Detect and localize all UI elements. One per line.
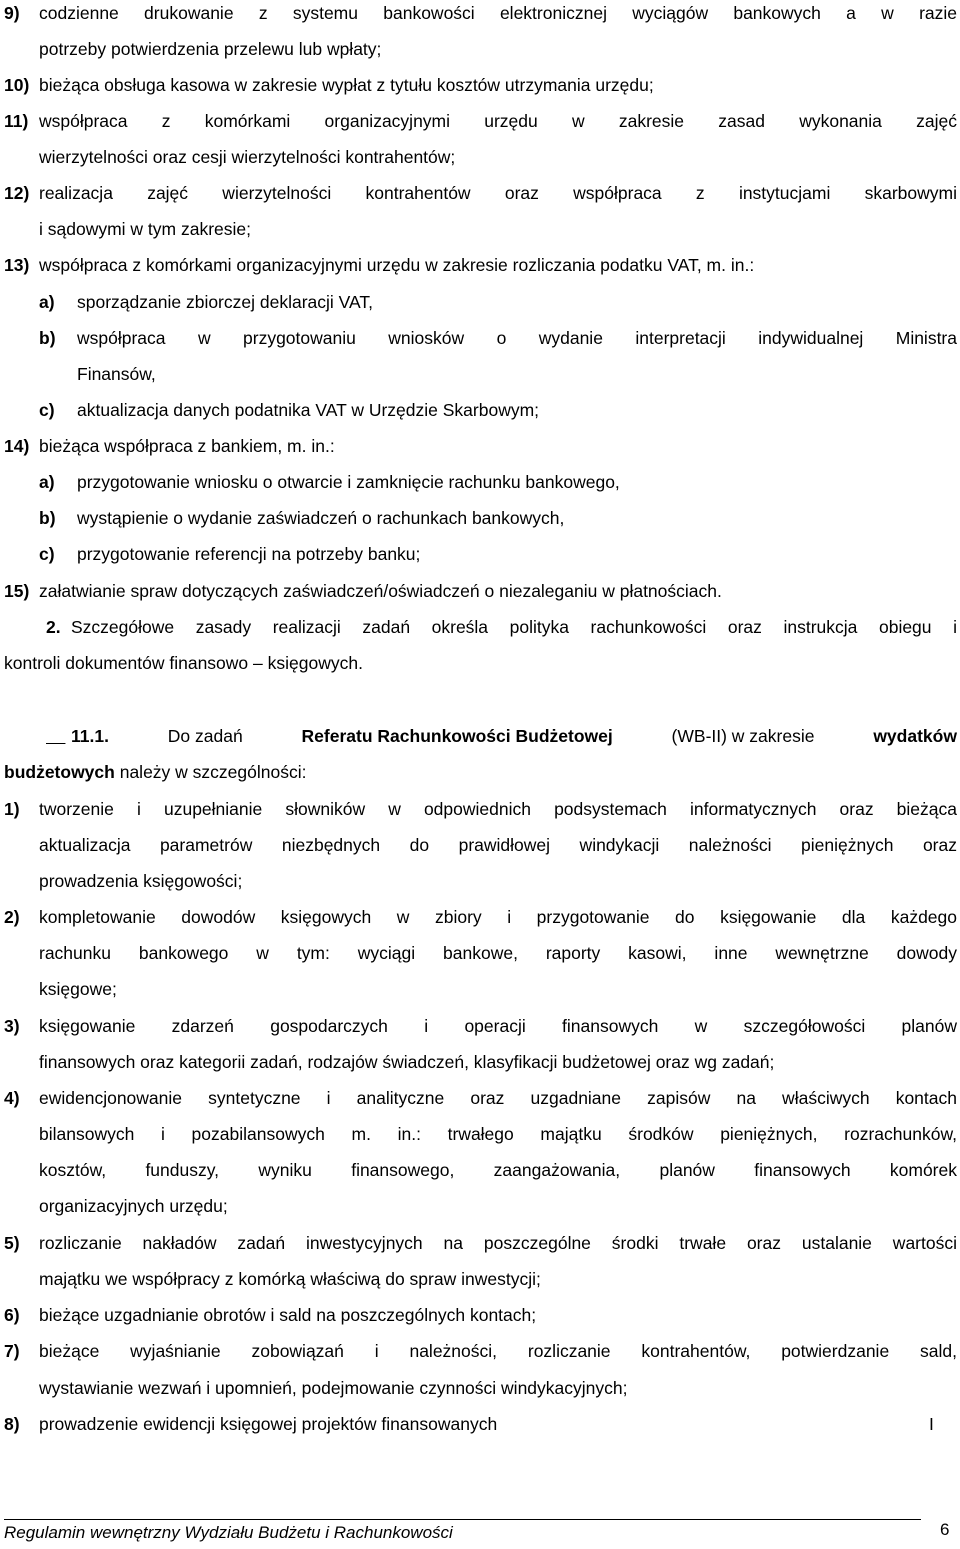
item-text: księgowe; — [39, 979, 117, 999]
item-text-trailing: I — [929, 1414, 934, 1434]
item-text: organizacyjnych urzędu; — [39, 1196, 228, 1216]
page-number: 6 — [940, 1520, 950, 1539]
item-text: rachunku bankowego w tym: wyciągi bankowe, raporty kasowi, inne wewnętrzne dowody — [39, 943, 957, 963]
sub-item-text: wystąpienie o wydanie zaświadczeń o rachunkach bankowych, — [77, 508, 565, 528]
item-text: współpraca z komórkami organizacyjnymi urzędu w zakresie rozliczania podatku VAT, m. in.: — [39, 255, 755, 275]
sub-item-letter: c) — [39, 400, 55, 420]
item-text: bieżące wyjaśnianie zobowiązań i należności, rozliczanie kontrahentów, potwierdzanie sald, — [39, 1341, 957, 1361]
section-text-mid: (WB-II) w zakresie — [671, 726, 815, 746]
item-text: i sądowymi w tym zakresie; — [39, 219, 251, 239]
item-text: realizacja zajęć wierzytelności kontrahentów oraz współpraca z instytucjami skarbowymi — [39, 183, 957, 203]
item-number: 2) — [4, 907, 20, 927]
section-bold-word-2: budżetowych — [4, 762, 115, 782]
item-number: 8) — [4, 1414, 20, 1434]
item-text: rozliczanie nakładów zadań inwestycyjnych na poszczególne środki trwałe oraz ustalanie wartości — [39, 1233, 957, 1253]
item-number: 10) — [4, 75, 30, 95]
item-number: 11) — [4, 111, 29, 131]
section-text-post: należy w szczególności: — [119, 762, 307, 782]
item-text: bieżące uzgadnianie obrotów i sald na poszczególnych kontach; — [39, 1305, 537, 1325]
item-text: załatwianie spraw dotyczących zaświadczeń/oświadczeń o niezaleganiu w płatnościach. — [39, 581, 722, 601]
item-text: prowadzenie ewidencji księgowej projektów finansowanych — [39, 1414, 498, 1434]
paragraph-text: kontroli dokumentów finansowo – księgowych. — [4, 653, 363, 673]
item-number: 6) — [4, 1305, 20, 1325]
item-number: 3) — [4, 1016, 20, 1036]
item-text: tworzenie i uzupełnianie słowników w odpowiednich podsystemach informatycznych oraz bieżąca — [39, 799, 957, 819]
item-text: ewidencjonowanie syntetyczne i analityczne oraz uzgadniane zapisów na właściwych kontach — [39, 1088, 957, 1108]
item-number: 12) — [4, 183, 30, 203]
item-text: prowadzenia księgowości; — [39, 871, 243, 891]
item-text: wystawianie wezwań i upomnień, podejmowanie czynności windykacyjnych; — [39, 1378, 628, 1398]
item-text: aktualizacja parametrów niezbędnych do prawidłowej windykacji należności pieniężnych oraz — [39, 835, 957, 855]
item-number: 13) — [4, 255, 30, 275]
paragraph-number: 2. — [46, 617, 61, 637]
item-number: 15) — [4, 581, 30, 601]
section-heading-text — [71, 725, 957, 747]
section-number: 11.1. — [71, 726, 109, 746]
footer-divider — [4, 1519, 921, 1520]
item-text: majątku we współpracy z komórką właściwą do spraw inwestycji; — [39, 1269, 541, 1289]
item-text: księgowanie zdarzeń gospodarczych i operacji finansowych w szczegółowości planów — [39, 1016, 957, 1036]
sub-item-text: współpraca w przygotowaniu wniosków o wydanie interpretacji indywidualnej Ministra — [77, 328, 957, 348]
sub-item-text: przygotowanie wniosku o otwarcie i zamknięcie rachunku bankowego, — [77, 472, 620, 492]
sub-item-letter: b) — [39, 508, 56, 528]
sub-item-text: Finansów, — [77, 364, 156, 384]
section-unit-name: Referatu Rachunkowości Budżetowej — [301, 726, 613, 746]
sub-item-letter: b) — [39, 328, 56, 348]
paragraph-text: Szczegółowe zasady realizacji zadań określa polityka rachunkowości oraz instrukcja obiegu i — [71, 617, 957, 637]
section-heading-cont-text — [4, 761, 306, 783]
footer-title: Regulamin wewnętrzny Wydziału Budżetu i Rachunkowości — [4, 1523, 453, 1542]
item-text: wierzytelności oraz cesji wierzytelności kontrahentów; — [39, 147, 456, 167]
item-number: 7) — [4, 1341, 20, 1361]
item-number: 9) — [4, 3, 20, 23]
item-text: codzienne drukowanie z systemu bankowości elektronicznej wyciągów bankowych a w razie — [39, 3, 957, 23]
sub-item-text: aktualizacja danych podatnika VAT w Urzędzie Skarbowym; — [77, 400, 540, 420]
section-bold-word: wydatków — [873, 726, 957, 746]
item-text: bieżąca współpraca z bankiem, m. in.: — [39, 436, 335, 456]
sub-item-letter: a) — [39, 472, 55, 492]
section-text-pre: Do zadań — [167, 726, 243, 746]
item-number: 1) — [4, 799, 20, 819]
sub-item-letter: c) — [39, 544, 55, 564]
item-text: kosztów, funduszy, wyniku finansowego, zaangażowania, planów finansowych komórek — [39, 1160, 957, 1180]
item-text: współpraca z komórkami organizacyjnymi urzędu w zakresie zasad wykonania zajęć — [39, 111, 957, 131]
item-text: bilansowych i pozabilansowych m. in.: trwałego majątku środków pieniężnych, rozrachunków, — [39, 1124, 957, 1144]
item-text: kompletowanie dowodów księgowych w zbiory i przygotowanie do księgowanie dla każdego — [39, 907, 957, 927]
section-number-spacer — [46, 725, 65, 747]
item-text: bieżąca obsługa kasowa w zakresie wypłat z tytułu kosztów utrzymania urzędu; — [39, 75, 654, 95]
item-text: finansowych oraz kategorii zadań, rodzajów świadczeń, klasyfikacji budżetowej oraz wg zadań; — [39, 1052, 775, 1072]
item-text: potrzeby potwierdzenia przelewu lub wpłaty; — [39, 39, 382, 59]
sub-item-text: przygotowanie referencji na potrzeby banku; — [77, 544, 421, 564]
item-number: 14) — [4, 436, 30, 456]
sub-item-text: sporządzanie zbiorczej deklaracji VAT, — [77, 292, 374, 312]
sub-item-letter: a) — [39, 292, 55, 312]
item-number: 4) — [4, 1088, 20, 1108]
item-number: 5) — [4, 1233, 20, 1253]
